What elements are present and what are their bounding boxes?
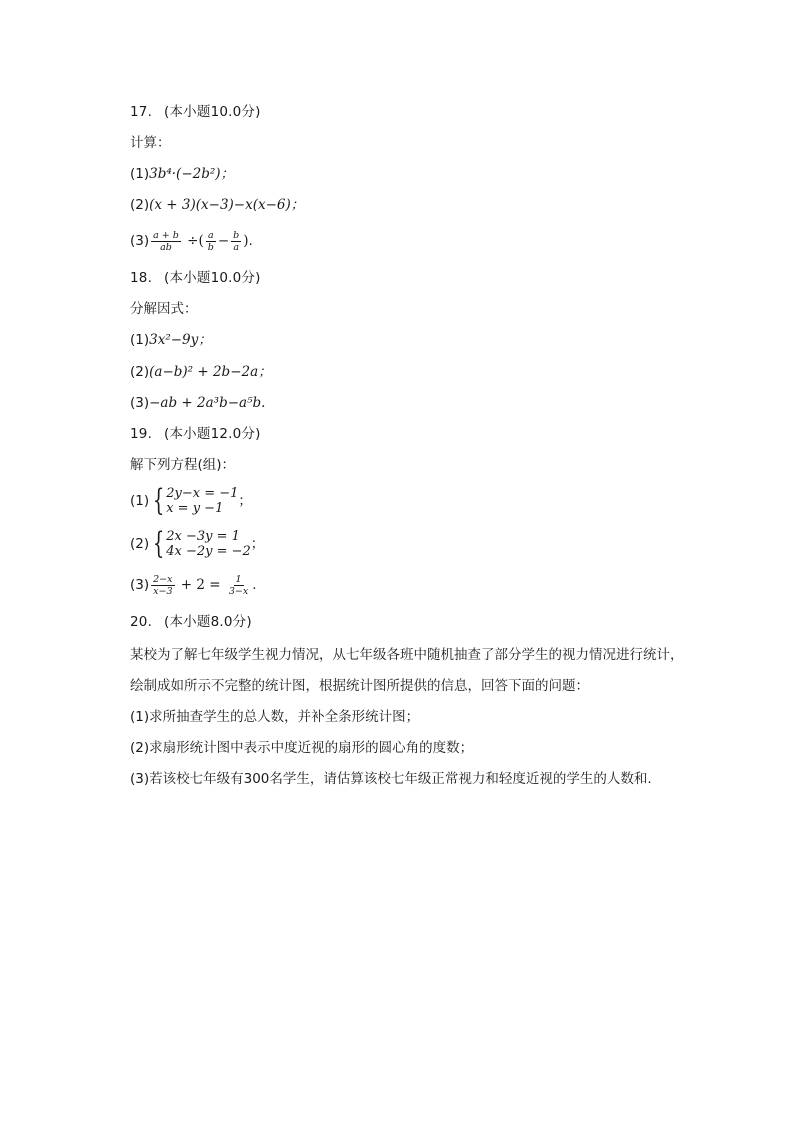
q19-title: 解下列方程(组)： bbox=[130, 457, 236, 473]
q17-part3-fraction: $\frac{a + b}{ab}$ bbox=[153, 229, 179, 253]
q19-number: 19. bbox=[130, 426, 153, 442]
q19-part2-system: { 2x −3y = 1 4x −2y = −2 bbox=[152, 526, 251, 561]
q19-header bbox=[130, 424, 261, 444]
q18-part2: (2)(a−b)² + 2b−2a； bbox=[130, 364, 272, 380]
q18-part1: (1)3x²−9y； bbox=[130, 332, 212, 348]
q17-part2: (2)(x + 3)(x−3)−x(x−6)； bbox=[130, 197, 305, 213]
q17-points: (本小题10.0分) bbox=[164, 104, 261, 120]
q17-number: 17. bbox=[130, 104, 153, 120]
q18-part3: (3)−ab + 2a³b−a⁵b. bbox=[130, 395, 266, 411]
q17-part3: (3) $\frac{a + b}{ab}$ ÷( $\frac{a}{b}$ − $\frac{b}{a}$ ). bbox=[130, 229, 253, 253]
q20-header bbox=[130, 612, 252, 632]
q20-points: (本小题8.0分) bbox=[164, 614, 252, 630]
q17-header bbox=[130, 102, 261, 122]
q20-text-line2: 绘制成如所示不完整的统计图，根据统计图所提供的信息，回答下面的问题： bbox=[130, 678, 589, 694]
q17-part1: (1)3b⁴·(−2b²)； bbox=[130, 166, 235, 182]
q20-number: 20. bbox=[130, 614, 153, 630]
q17-part3-frac-b: $\frac{b}{a}$ bbox=[233, 229, 240, 253]
q17-part1-expr: 3b⁴·(−2b²)； bbox=[149, 166, 235, 182]
q19-part3-frac1: $\frac{2-x}{x-3}$ bbox=[153, 573, 173, 597]
q17-part3-frac-a: $\frac{a}{b}$ bbox=[207, 229, 214, 253]
q18-title: 分解因式： bbox=[130, 301, 198, 317]
q19-part3: (3) $\frac{2-x}{x-3}$ + 2 = $\frac{1}{3-x}$ . bbox=[130, 573, 257, 597]
q17-part2-expr: (x + 3)(x−3)−x(x−6)； bbox=[149, 197, 305, 213]
q19-part1-system: { 2y−x = −1 x = y −1 bbox=[152, 483, 239, 518]
q20-item3: (3)若该校七年级有300名学生，请估算该校七年级正常视力和轻度近视的学生的人数和. bbox=[130, 771, 652, 787]
q19-part3-frac2: $\frac{1}{3-x}$ bbox=[228, 573, 249, 597]
q20-text-line1: 某校为了解七年级学生视力情况，从七年级各班中随机抽查了部分学生的视力情况进行统计， bbox=[130, 647, 684, 663]
q17-title: 计算： bbox=[130, 135, 171, 151]
q20-item1: (1)求所抽查学生的总人数，并补全条形统计图； bbox=[130, 709, 420, 725]
q18-number: 18. bbox=[130, 270, 153, 286]
q19-points: (本小题12.0分) bbox=[164, 426, 261, 442]
q19-part2: (2) { 2x −3y = 1 4x −2y = −2 ； bbox=[130, 526, 265, 561]
q18-points: (本小题10.0分) bbox=[164, 270, 261, 286]
q20-item2: (2)求扇形统计图中表示中度近视的扇形的圆心角的度数； bbox=[130, 740, 474, 756]
q18-header bbox=[130, 268, 261, 288]
q19-part1: (1) { 2y−x = −1 x = y −1 ； bbox=[130, 483, 252, 518]
